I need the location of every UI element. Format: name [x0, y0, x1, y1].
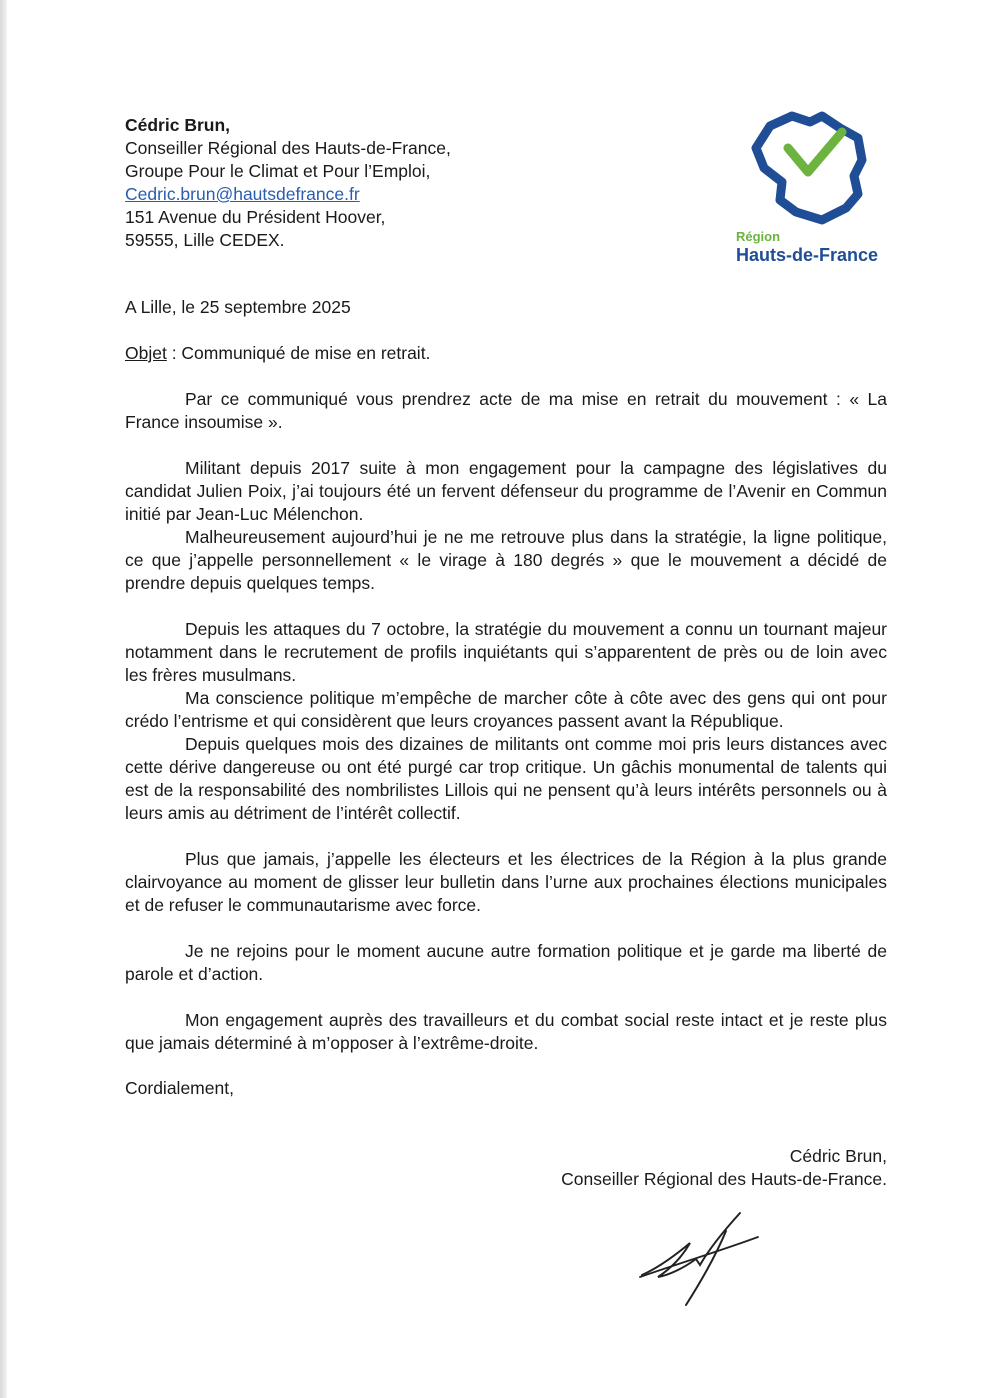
closing: Cordialement,: [125, 1078, 234, 1098]
handwritten-signature: [630, 1205, 770, 1315]
signature-block: [561, 1145, 887, 1191]
paragraph: Militant depuis 2017 suite à mon engagement pour la campagne des législatives du candidat Julien Poix, j’ai toujours été un fervent défenseur du programme de l’Avenir en Commun initié par Jean-Luc Mélenchon.: [125, 458, 887, 524]
logo-region-name: Hauts-de-France: [736, 245, 879, 265]
logo-region-label: Région: [736, 229, 781, 244]
paragraph: Depuis les attaques du 7 octobre, la stratégie du mouvement a connu un tournant majeur notamment dans le recrutement de profils inquiétants qui s’apparentent de près ou de loin avec les frères musulmans.: [125, 619, 887, 685]
paragraph: Je ne rejoins pour le moment aucune autre formation politique et je garde ma liberté de parole et d’action.: [125, 941, 887, 984]
subject-line: [125, 342, 887, 365]
subject-text: : Communiqué de mise en retrait.: [166, 343, 431, 363]
place-date: A Lille, le 25 septembre 2025: [125, 297, 351, 317]
region-logo: [730, 108, 895, 268]
paragraph: Mon engagement auprès des travailleurs et du combat social reste intact et je reste plus que jamais déterminé à m’opposer à l’extrême-droite.: [125, 1010, 887, 1053]
paragraph: Depuis quelques mois des dizaines de militants ont comme moi pris leurs distances avec cette dérive dangereuse ou ont été purgé car trop critique. Un gâchis monumental de talents qui est de la responsabilité des nombrilistes Lillois qui ne pensent qu’à leurs intérêts personnels ou à leurs amis au détriment de l’intérêt collectif.: [125, 734, 887, 823]
france-map-icon: [730, 108, 895, 228]
sender-group: Groupe Pour le Climat et Pour l’Emploi,: [125, 161, 431, 181]
paragraph: Ma conscience politique m’empêche de marcher côte à côte avec des gens qui ont pour crédo l’entrisme et qui considèrent que leurs croyances passent avant la République.: [125, 688, 887, 731]
page-edge-shadow: [0, 0, 7, 1398]
sender-name: Cédric Brun,: [125, 115, 231, 135]
sender-address-line1: 151 Avenue du Président Hoover,: [125, 207, 386, 227]
sender-block: [125, 114, 451, 252]
paragraph: Par ce communiqué vous prendrez acte de ma mise en retrait du mouvement : « La France insoumise ».: [125, 389, 887, 432]
paragraph: Plus que jamais, j’appelle les électeurs et les électrices de la Région à la plus grande clairvoyance au moment de glisser leur bulletin dans l’urne aux prochaines élections municipales et de refuser le communautarisme avec force.: [125, 849, 887, 915]
sender-address-line2: 59555, Lille CEDEX.: [125, 230, 285, 250]
letter-body: [125, 296, 887, 1055]
signature-name: Cédric Brun,: [789, 1146, 887, 1166]
signature-title: Conseiller Régional des Hauts-de-France.: [561, 1169, 887, 1189]
paragraph: Malheureusement aujourd’hui je ne me retrouve plus dans la stratégie, la ligne politique, ce que j’appelle personnellement « le virage à 180 degrés » que le mouvement a décidé de prendre depuis quelques temps.: [125, 527, 887, 593]
sender-title: Conseiller Régional des Hauts-de-France,: [125, 138, 451, 158]
sender-email-link[interactable]: Cedric.brun@hautsdefrance.fr: [125, 184, 360, 204]
subject-label: Objet: [125, 343, 167, 363]
